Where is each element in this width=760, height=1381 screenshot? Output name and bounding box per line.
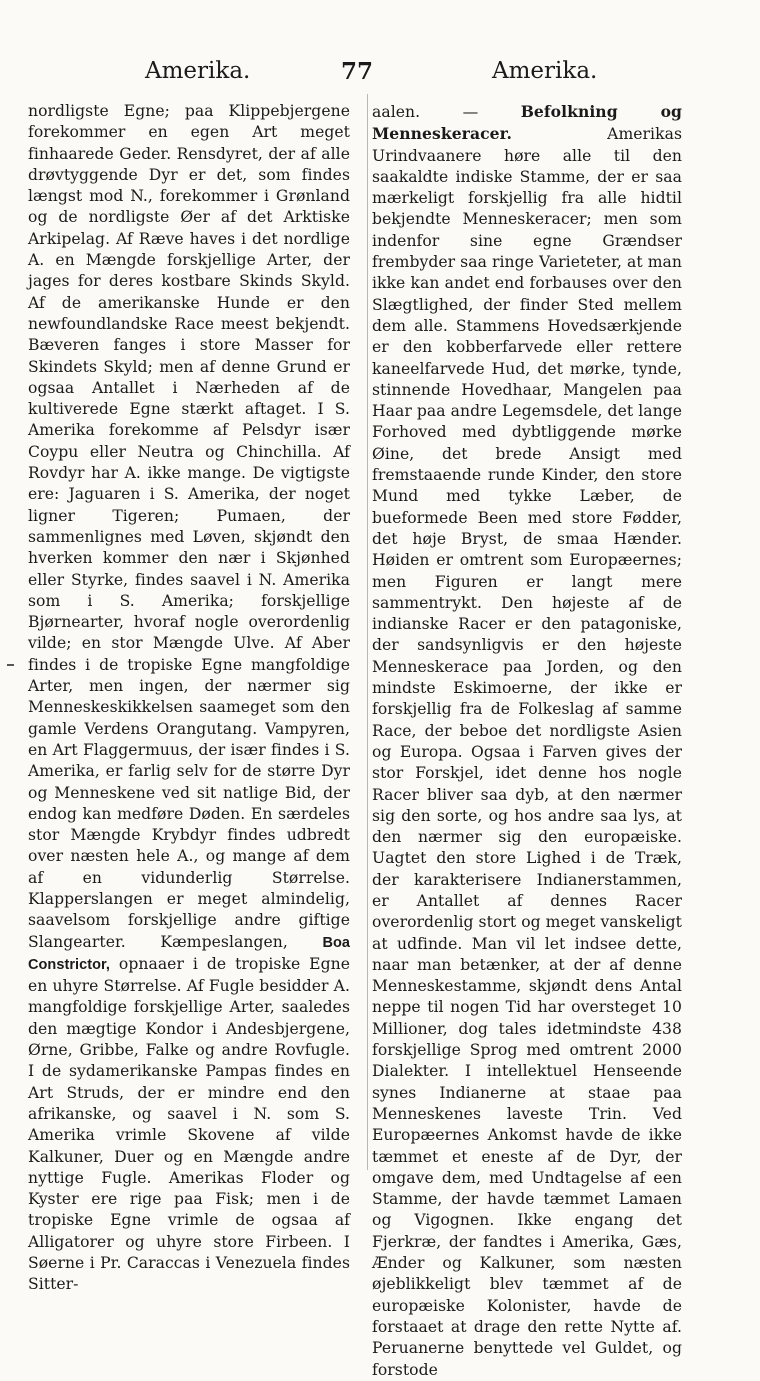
column-divider: [367, 94, 368, 1170]
right-text-intro: aalen. —: [372, 103, 521, 121]
running-title-left: Amerika.: [145, 58, 251, 84]
left-column-text: [28, 101, 350, 1296]
margin-mark: [7, 664, 14, 666]
left-text-part-2: opnaaer i de tropiske Egne en uhyre Størrelse. Af Fugle besidder A. mangfoldige forskjellige Arter, saaledes den mægtige Kondor i Andesbjergene, Ørne, Gribbe, Falke og andre Rovfugle. I de sydamerikanske Pampas findes en Art Struds, der er mindre end den afrikanske, og saavel i N. som S. Amerika vrimle Skovene af vilde Kalkuner, Duer og en Mængde andre nyttige Fugle. Amerikas Floder og Kyster ere rige paa Fisk; men i de tropiske Egne vrimle de ogsaa af Alligatorer og uhyre store Firbeen. I Søerne i Pr. Caraccas i Venezuela findes Sitter-: [28, 954, 350, 1294]
running-header: [0, 58, 760, 94]
section-heading: Befolkning og Menneskeracer.: [372, 102, 682, 144]
right-column: [372, 101, 682, 1381]
right-text-body: Amerikas Urindvaanere høre alle til den saakaldte indiske Stamme, der er saa mærkeligt forskjellig fra alle hidtil bekjendte Menneskeracer; men som indenfor sine egne Grændser frembyder saa ringe Varieteter, at man ikke kan andet end forbauses over den Slægtlighed, der finder Sted mellem dem alle. Stammens Hovedsærkjende er den kobberfarvede eller rettere kaneelfarvede Hud, det mørke, tynde, stinnende Hovedhaar, Mangelen paa Haar paa andre Legemsdele, det lange Forhoved med dybtliggende mørke Øine, det brede Ansigt med fremstaaende runde Kinder, den store Mund med tykke Læber, de bueformede Been med store Fødder, det høje Bryst, de smaa Hænder. Høiden er omtrent som Europæernes; men Figuren er langt mere sammentrykt. Den højeste af de indianske Racer er den patagoniske, der sandsynligvis er den højeste Menneskerace paa Jorden, og den mindste Eskimoerne, der ikke er forskjellig fra de Folkeslag af samme Race, der beboe det nordligste Asien og Europa. Ogsaa i Farven gives der stor Forskjel, idet denne hos nogle Racer bliver saa dyb, at den nærmer sig den sorte, og hos andre saa lys, at den nærmer sig den europæiske. Uagtet den store Lighed i de Træk, der karakterisere Indianerstammen, er Antallet af dennes Racer overordenlig stort og meget vanskeligt at udfinde. Man vil let indsee dette, naar man betænker, at der af denne Menneskestamme, skjøndt dens Antal neppe til nogen Tid har oversteget 10 Millioner, dog tales idetmindste 438 forskjellige Sprog med omtrent 2000 Dialekter. I intellektuel Henseende synes Indianerne at staae paa Menneskenes laveste Trin. Ved Europæernes Ankomst havde de ikke tæmmet et eneste af de Dyr, der omgave dem, med Undtagelse af een Stamme, der havde tæmmet Lamaen og Vigognen. Ikke engang det Fjerkræ, der fandtes i Amerika, Gæs, Ænder og Kalkuner, som næsten øjeblikkeligt blev tæmmet af de europæiske Kolonister, havde de forstaaet at drage den rette Nytte af. Peruanerne benyttede vel Guldet, og forstode: [372, 125, 682, 1379]
left-column: [28, 101, 350, 1296]
running-title-right: Amerika.: [492, 58, 598, 84]
left-text-part-1: nordligste Egne; paa Klippebjergene forekommer en egen Art meget finhaarede Geder. Rensdyret, der af alle drøvtyggende Dyr er det, som findes længst mod N., forekommer i Grønland og de nordligste Øer af det Arktiske Arkipelag. Af Ræve haves i det nordlige A. en Mængde forskjellige Arter, der jages for deres kostbare Skinds Skyld. Af de amerikanske Hunde er den newfoundlandske Race meest bekjendt. Bæveren fanges i store Masser for Skindets Skyld; men af denne Grund er ogsaa Antallet i Nærheden af de kultiverede Egne stærkt aftaget. I S. Amerika forekomme af Pelsdyr især Coypu eller Neutra og Chinchilla. Af Rovdyr har A. ikke mange. De vigtigste ere: Jaguaren i S. Amerika, der noget ligner Tigeren; Pumaen, der sammenlignes med Løven, skjøndt den hverken kommer den nær i Skjønhed eller Styrke, findes saavel i N. Amerika som i S. Amerika; forskjellige Bjørnearter, hvoraf nogle overordenlig vilde; en stor Mængde Ulve. Af Aber findes i de tropiske Egne mangfoldige Arter, men ingen, der nærmer sig Menneskeskikkelsen saameget som den gamle Verdens Orangutang. Vampyren, en Art Flaggermuus, der især findes i S. Amerika, er farlig selv for de større Dyr og Menneskene ved sit natlige Bid, der endog kan medføre Døden. En særdeles stor Mængde Krybdyr findes udbredt over næsten hele A., og mange af dem af en vidunderlig Størrelse. Klapperslangen er meget almindelig, saavelsom forskjellige andre giftige Slangearter. Kæmpeslangen,: [28, 102, 350, 951]
boa-constrictor-term: Boa Constrictor,: [28, 934, 350, 973]
right-column-text: [372, 101, 682, 1381]
page-number: 77: [341, 58, 374, 85]
